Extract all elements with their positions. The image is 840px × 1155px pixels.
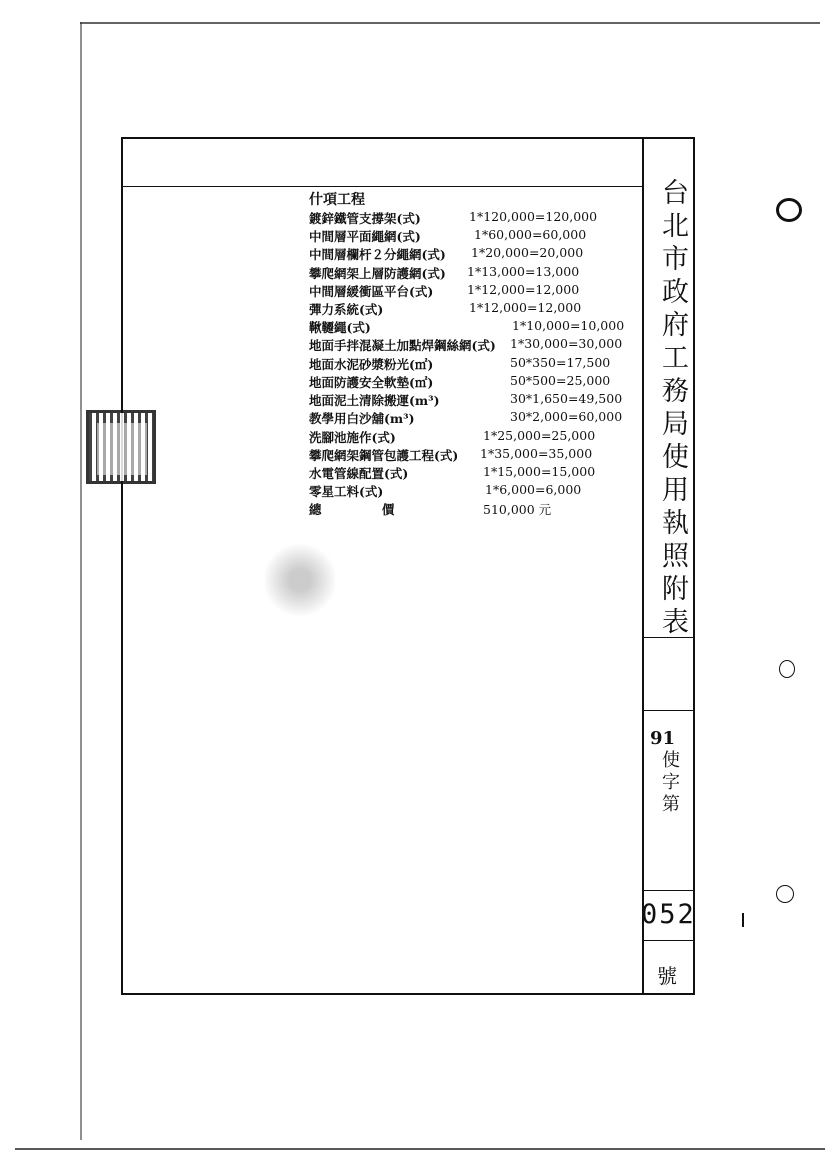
item-calc: 1*12,000=12,000	[469, 300, 582, 315]
item-name: 水電管線配置(式)	[309, 466, 409, 481]
header-rule	[123, 186, 644, 187]
item-calc: 1*12,000=12,000	[467, 282, 580, 297]
punch-hole	[779, 660, 795, 678]
item-name: 地面手拌混凝土加點焊鋼絲網(式)	[309, 338, 496, 353]
item-name: 地面防護安全軟墊(㎡)	[309, 375, 434, 390]
scan-left-rule	[80, 22, 82, 1140]
item-name: 鞦韆繩(式)	[309, 320, 371, 335]
item-name: 零星工料(式)	[309, 484, 384, 499]
item-calc: 30*1,650=49,500	[510, 391, 623, 406]
scan-mark	[742, 913, 744, 927]
item-calc: 1*30,000=30,000	[510, 336, 623, 351]
item-calc: 1*10,000=10,000	[512, 318, 625, 333]
item-name: 鍍鋅鐵管支撐架(式)	[309, 211, 421, 226]
punch-hole	[776, 198, 802, 222]
item-name: 中間層平面繩網(式)	[309, 229, 421, 244]
item-calc: 50*350=17,500	[510, 355, 611, 370]
item-calc: 1*6,000=6,000	[485, 482, 582, 497]
item-calc: 1*25,000=25,000	[483, 428, 596, 443]
doc-year: 91	[650, 728, 676, 749]
item-name: 攀爬網架鋼管包護工程(式)	[309, 448, 459, 463]
item-name: 洗腳池施作(式)	[309, 430, 396, 445]
item-calc: 1*20,000=20,000	[471, 245, 584, 260]
item-name: 攀爬網架上層防護網(式)	[309, 266, 446, 281]
item-name: 彈力系統(式)	[309, 302, 384, 317]
side-column-divider	[642, 137, 644, 995]
scan-bottom-rule	[15, 1148, 825, 1150]
side-divider-2	[644, 710, 694, 711]
item-calc: 1*15,000=15,000	[483, 464, 596, 479]
side-divider-3	[644, 890, 694, 891]
official-seal	[86, 410, 156, 484]
item-name: 教學用白沙舖(m³)	[309, 411, 415, 426]
item-name: 中間層緩衝區平台(式)	[309, 284, 434, 299]
item-name: 中間層欄杆２分繩網(式)	[309, 247, 446, 262]
item-calc: 30*2,000=60,000	[510, 409, 623, 424]
total-value: 510,000 元	[483, 502, 552, 517]
item-calc: 1*13,000=13,000	[467, 264, 580, 279]
doc-word: 使字第	[659, 750, 680, 816]
list-title: 什項工程	[309, 192, 365, 208]
doc-number: 052	[641, 899, 696, 930]
total-label: 總 價	[309, 502, 423, 517]
scan-top-rule	[80, 22, 820, 24]
item-calc: 50*500=25,000	[510, 373, 611, 388]
document-title: 台北市政府工務局使用執照附表	[657, 178, 688, 640]
side-divider-4	[644, 940, 694, 941]
item-name: 地面水泥砂漿粉光(㎡)	[309, 357, 434, 372]
punch-hole	[776, 885, 794, 903]
item-calc: 1*35,000=35,000	[480, 446, 593, 461]
doc-suffix: 號	[657, 964, 677, 988]
item-calc: 1*120,000=120,000	[469, 209, 598, 224]
scan-smudge	[265, 540, 335, 620]
item-calc: 1*60,000=60,000	[474, 227, 587, 242]
item-name: 地面泥土清除搬運(m³)	[309, 393, 440, 408]
